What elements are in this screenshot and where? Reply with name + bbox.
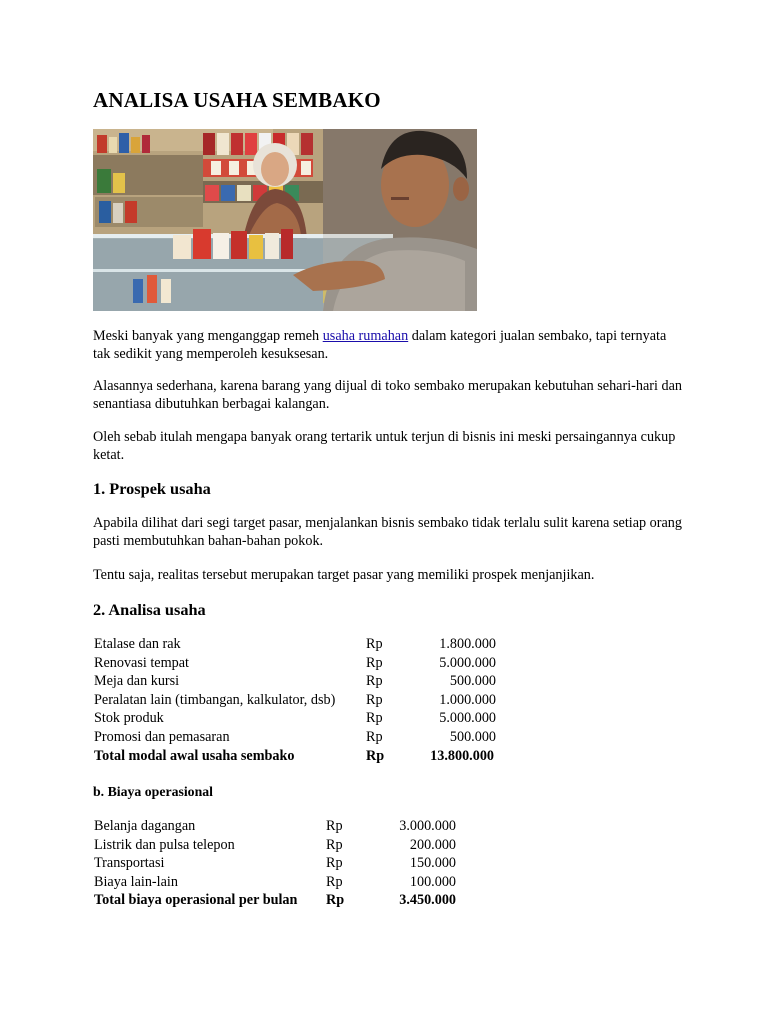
currency-label: Rp xyxy=(326,873,343,890)
currency-label: Rp xyxy=(366,710,383,727)
amount-value: 5.000.000 xyxy=(439,654,496,671)
currency-label: Rp xyxy=(366,691,383,708)
item-label: Biaya lain-lain xyxy=(94,873,178,890)
table-row xyxy=(92,728,498,747)
amount-value: 500.000 xyxy=(449,728,496,745)
total-label: Total biaya operasional per bulan xyxy=(94,892,298,909)
item-label: Peralatan lain (timbangan, kalkulator, dsb) xyxy=(94,691,336,708)
operational-cost-table xyxy=(92,817,458,910)
item-label: Promosi dan pemasaran xyxy=(94,728,230,745)
currency-label: Rp xyxy=(366,728,383,745)
intro-paragraph-3: Oleh sebab itulah mengapa banyak orang tertarik untuk terjun di bisnis ini meski persaingannya cukup ketat. xyxy=(93,429,676,463)
amount-value: 5.000.000 xyxy=(439,710,496,727)
currency-label: Rp xyxy=(366,636,383,652)
currency-label: Rp xyxy=(326,818,343,834)
currency-label: Rp xyxy=(366,673,383,690)
table-row xyxy=(92,836,458,855)
table-row xyxy=(92,635,498,654)
table-row xyxy=(92,691,498,710)
currency-label: Rp xyxy=(326,855,343,872)
table-row xyxy=(92,654,498,673)
item-label: Etalase dan rak xyxy=(94,636,181,652)
table-row xyxy=(92,672,498,691)
table-row xyxy=(92,817,458,836)
item-label: Renovasi tempat xyxy=(94,654,189,671)
subheading-biaya-operasional: b. Biaya operasional xyxy=(93,784,213,799)
amount-value: 100.000 xyxy=(409,873,456,890)
intro-p1-text-before: Meski banyak yang menganggap remeh xyxy=(93,328,323,344)
table-row xyxy=(92,854,458,873)
currency-label: Rp xyxy=(366,654,383,671)
currency-label: Rp xyxy=(326,836,343,853)
shop-counter-photo xyxy=(93,129,477,311)
item-label: Meja dan kursi xyxy=(94,673,180,690)
table-row xyxy=(92,709,498,728)
amount-value: 1.800.000 xyxy=(439,636,496,652)
total-amount: 3.450.000 xyxy=(399,892,456,909)
currency-label: Rp xyxy=(326,892,345,909)
item-label: Transportasi xyxy=(94,855,165,872)
amount-value: 500.000 xyxy=(449,673,496,690)
currency-label: Rp xyxy=(366,747,385,764)
amount-value: 200.000 xyxy=(409,836,456,853)
total-amount: 13.800.000 xyxy=(430,747,494,764)
table-row xyxy=(92,873,458,892)
section-heading-prospek: 1. Prospek usaha xyxy=(93,479,211,498)
item-label: Belanja dagangan xyxy=(94,818,196,834)
item-label: Stok produk xyxy=(94,710,164,727)
item-label: Listrik dan pulsa telepon xyxy=(94,836,235,853)
total-row xyxy=(92,747,498,766)
amount-value: 1.000.000 xyxy=(439,691,496,708)
document-title: ANALISA USAHA SEMBAKO xyxy=(93,88,381,112)
intro-p1-text-after: dalam kategori jualan sembako, tapi ternyata tak sedikit yang memperoleh kesuksesan. xyxy=(93,328,667,362)
amount-value: 150.000 xyxy=(409,855,456,872)
amount-value: 3.000.000 xyxy=(399,818,456,834)
total-row xyxy=(92,891,458,910)
total-label: Total modal awal usaha sembako xyxy=(94,747,295,764)
prospek-paragraph-2: Tentu saja, realitas tersebut merupakan target pasar yang memiliki prospek menjanjikan. xyxy=(93,567,595,583)
intro-paragraph-1 xyxy=(93,327,683,363)
usaha-rumahan-link[interactable]: usaha rumahan xyxy=(322,328,409,344)
intro-paragraph-2: Alasannya sederhana, karena barang yang dijual di toko sembako merupakan kebutuhan sehari-hari dan senantiasa dibutuhkan berbagai kalangan. xyxy=(93,378,682,412)
section-heading-analisa: 2. Analisa usaha xyxy=(93,600,206,619)
prospek-paragraph-1: Apabila dilihat dari segi target pasar, menjalankan bisnis sembako tidak terlalu sulit karena setiap orang pasti membutuhkan bahan-bahan pokok. xyxy=(93,515,682,549)
modal-table xyxy=(92,635,498,765)
